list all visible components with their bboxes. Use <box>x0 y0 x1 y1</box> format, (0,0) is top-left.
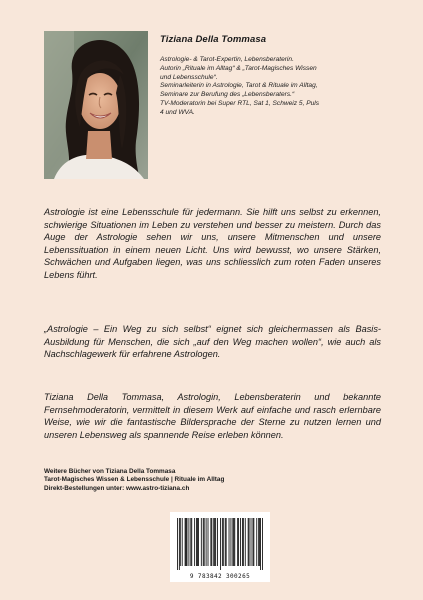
author-bio-line: Seminare zur Berufung des „Lebensberaters.“ <box>160 91 295 99</box>
blurb-paragraph-intro: Astrologie ist eine Lebensschule für jedermann. Sie hilft uns selbst zu erkennen, schwierige Situationen im Leben zu verstehen und besser zu meistern. Durch das Auge der Astrologie sehen wir uns, unsere Mitmenschen und unsere Lebenssituation in einem neuen Licht. Uns wird bewusst, wo unsere Stärken, Schwächen und Aufgaben liegen, was uns schliesslich zum roten Faden unseres Lebens führt. <box>44 207 381 280</box>
barcode-bar <box>233 518 234 566</box>
barcode-bar <box>252 518 253 566</box>
author-bio-line: und Lebensschule“. <box>160 73 218 81</box>
barcode-bar <box>191 518 192 566</box>
barcode-bar <box>210 518 211 566</box>
barcode-bar <box>229 518 230 566</box>
barcode-bar <box>201 518 202 566</box>
barcode-bar <box>220 518 221 570</box>
barcode-bar <box>217 518 218 566</box>
barcode-bar <box>213 518 214 566</box>
barcode-bar <box>186 518 187 566</box>
author-bio-line: Autorin „Rituale im Alltag“ & „Tarot-Magisches Wissen <box>160 64 317 72</box>
barcode-bar <box>259 518 260 566</box>
barcode-bar <box>185 518 186 566</box>
author-bio <box>160 56 382 118</box>
barcode-bar <box>194 518 195 566</box>
barcode-bar <box>251 518 252 566</box>
barcode-bar <box>258 518 259 566</box>
barcode-bar <box>262 518 263 570</box>
barcode-bar <box>245 518 246 566</box>
barcode-bar <box>242 518 243 566</box>
barcode-bar <box>256 518 257 566</box>
barcode-bar <box>196 518 197 566</box>
barcode-bar <box>249 518 250 566</box>
barcode-bar <box>234 518 235 566</box>
blurb-paragraph-book: „Astrologie – Ein Weg zu sich selbst“ eignet sich gleichermassen als Basis-Ausbildung für Menschen, die sich „auf den Weg machen wollen“, wie auch als Nachschlagewerk für erfahrene Astrologen. <box>44 324 381 360</box>
barcode-bar <box>208 518 209 566</box>
barcode-bar <box>211 518 212 566</box>
more-books-heading: Weitere Bücher von Tiziana Della Tommasa <box>44 468 176 475</box>
barcode-bar <box>232 518 233 566</box>
barcode-bar <box>248 518 249 566</box>
author-bio-line: Seminarleiterin in Astrologie, Tarot & Rituale im Alltag, <box>160 82 318 90</box>
barcode-bar <box>187 518 188 566</box>
author-name: Tiziana Della Tommasa <box>160 34 267 45</box>
author-bio-line: Astrologie- & Tarot-Expertin, Lebensberaterin. <box>160 56 294 63</box>
barcode-bar <box>222 518 223 566</box>
barcode-bar <box>214 518 215 566</box>
barcode-bar <box>231 518 232 566</box>
barcode-bar <box>206 518 207 566</box>
barcode-bar <box>204 518 205 566</box>
author-bio-line: 4 und WVA. <box>160 108 195 116</box>
author-photo <box>44 31 148 179</box>
order-website: Direkt-Bestellungen unter: www.astro-tiziana.ch <box>44 484 190 492</box>
barcode-bar <box>237 518 238 566</box>
barcode-bar <box>203 518 204 566</box>
barcode-bars <box>170 512 270 572</box>
barcode-bar <box>238 518 239 566</box>
more-books-footer <box>44 468 224 493</box>
barcode-bar <box>198 518 199 566</box>
barcode-bar <box>243 518 244 566</box>
barcode-bar <box>240 518 241 566</box>
barcode-bar <box>188 518 189 566</box>
barcode-bar <box>180 518 181 566</box>
barcode-bar <box>253 518 254 566</box>
barcode-bar <box>215 518 216 566</box>
barcode-bar <box>223 518 224 566</box>
blurb-paragraph-author: Tiziana Della Tommasa, Astrologin, Lebensberaterin und bekannte Fernsehmoderatorin, vermittelt in diesem Werk auf einfache und rasch erlernbare Weise, wie wir die fantastische Bildersprache der Sterne zu nutzen lernen und unseren Lebensweg als spannende Reise erleben können. <box>44 392 381 440</box>
barcode-bar <box>179 518 180 570</box>
more-books-titles: Tarot-Magisches Wissen & Lebensschule | Rituale im Alltag <box>44 476 225 484</box>
barcode-bar <box>197 518 198 566</box>
barcode-bar <box>225 518 226 566</box>
barcode-bar <box>182 518 183 566</box>
author-bio-line: TV-Moderatorin bei Super RTL, Sat 1, Schweiz 5, Puls <box>160 99 320 107</box>
barcode-bar <box>260 518 261 570</box>
author-portrait-image <box>44 31 148 179</box>
isbn-barcode <box>170 512 270 582</box>
barcode-bar <box>177 518 178 570</box>
barcode-bar <box>190 518 191 566</box>
isbn-number: 9 783842 300265 <box>189 573 251 580</box>
barcode-bar <box>226 518 227 566</box>
